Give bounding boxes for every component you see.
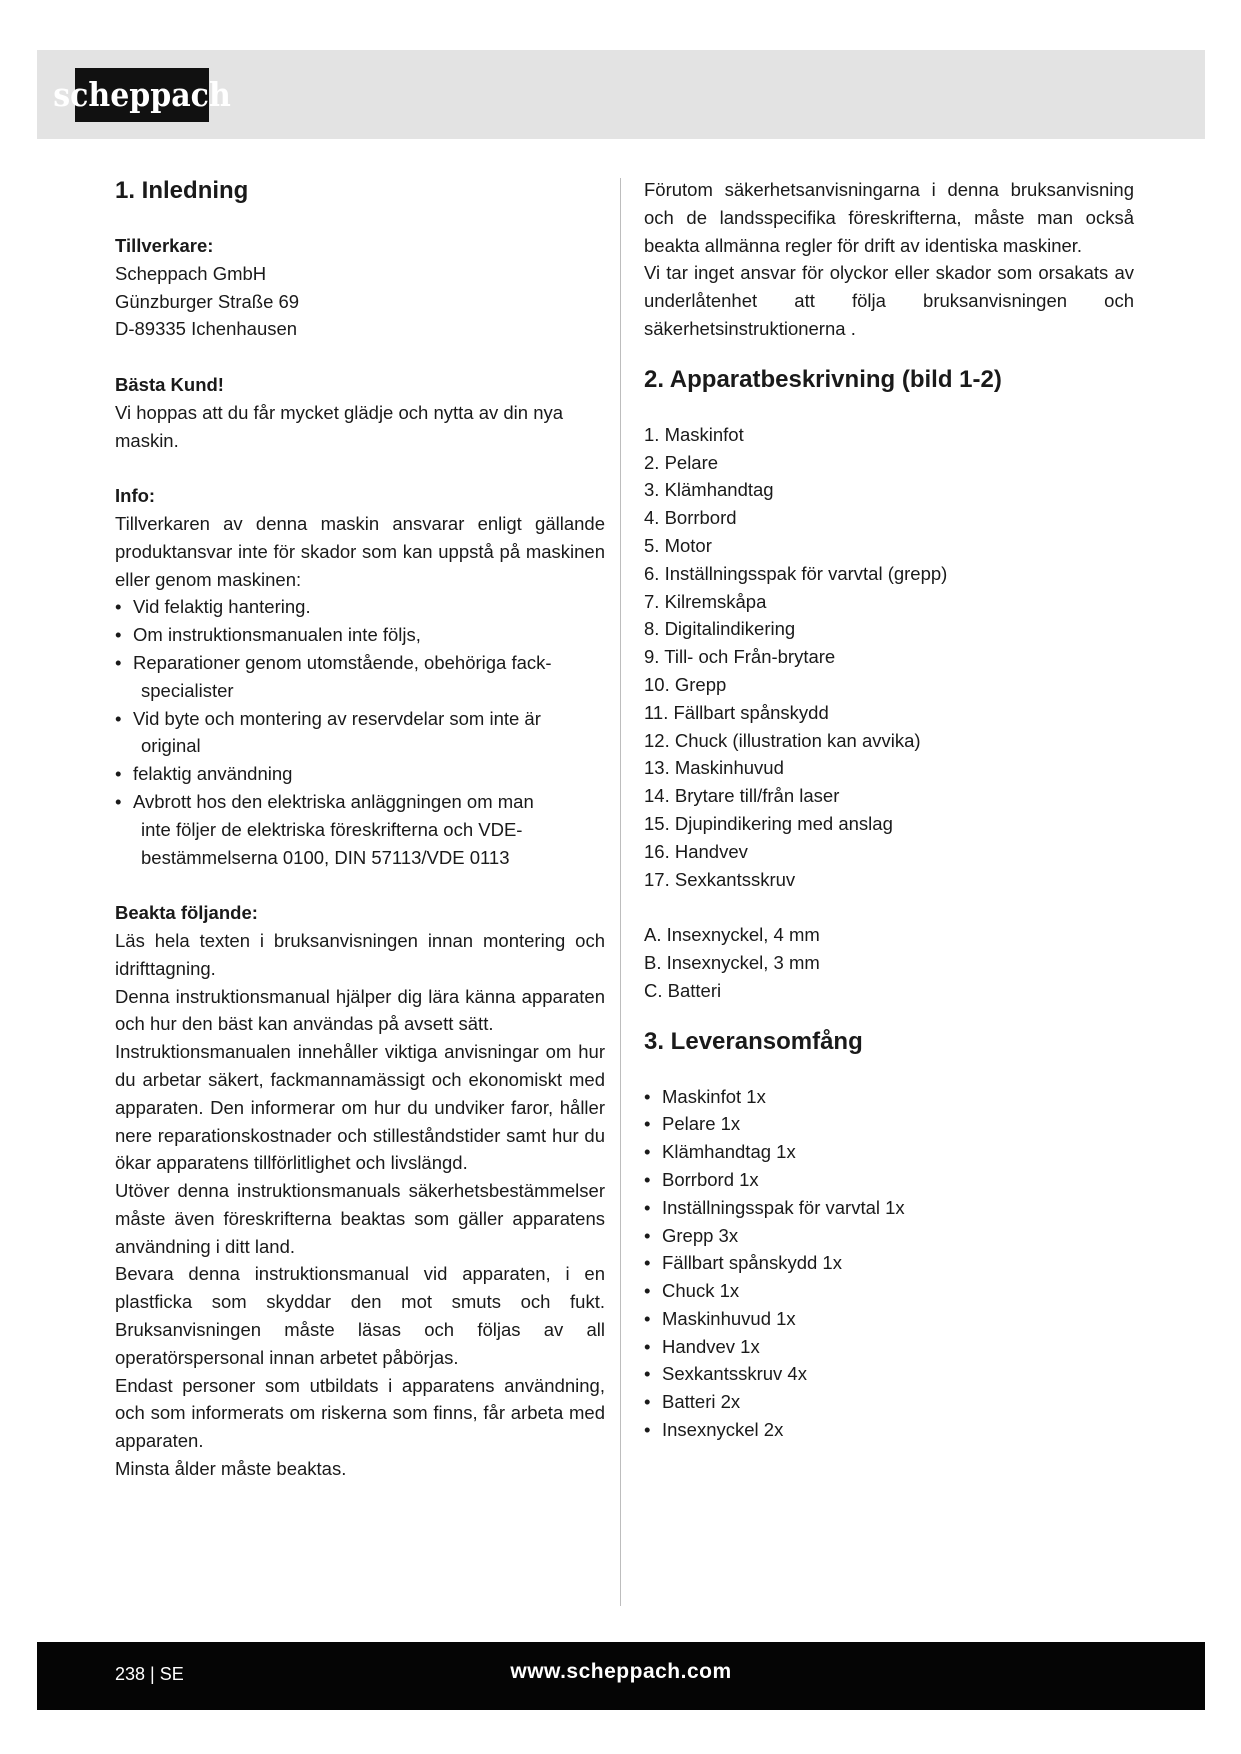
note-paragraph: Läs hela texten i bruksanvisningen innan montering och idrifttagning. [115,929,605,979]
intro-paragraph: Förutom säkerhetsanvisningarna i denna bruksanvisning och de landsspecifika föreskrifterna, måste man också beakta allmänna regler för drift av identiska maskiner. [644,179,1134,256]
list-item: 12. Chuck (illustration kan avvika) [644,729,921,751]
intro-paragraph: Vi tar inget ansvar för olyckor eller skador som orsakats av underlåtenhet att följa bruksanvisningen och säkerhetsinstruktionerna . [644,262,1134,339]
manufacturer-line: D-89335 Ichenhausen [115,318,298,340]
section-heading-introduction: 1. Inledning [115,177,249,204]
list-item: 9. Till- och Från-brytare [644,646,836,668]
note-paragraph: Utöver denna instruktionsmanuals säkerhetsbestämmelser måste även föreskrifterna beaktas som gäller apparatens användning i ditt land. [115,1180,605,1257]
note-paragraph: Bevara denna instruktionsmanual vid apparaten, i en plastficka som skyddar den mot smuts och fukt. Bruksanvisningen måste läsas och följas av all operatörspersonal innan arbetet påbörjas. [115,1263,605,1368]
note-paragraph: Denna instruktionsmanual hjälper dig lära känna apparaten och hur den bäst kan användas på avsett sätt. [115,985,605,1035]
list-item: • Vid byte och montering av reservdelar som inte är original [115,705,605,761]
list-item: • Borrbord 1x [644,1166,1134,1194]
list-item: • Sexkantsskruv 4x [644,1360,1134,1388]
info-label: Info: [115,485,156,507]
list-item: 15. Djupindikering med anslag [644,812,893,834]
list-item: 14. Brytare till/från laser [644,785,840,807]
left-column [115,176,605,1483]
page-number: 238 | SE [115,1664,184,1684]
note-paragraph: Minsta ålder måste beaktas. [115,1458,347,1480]
website-link[interactable]: www.scheppach.com [510,1660,732,1683]
list-item: 7. Kilremskåpa [644,590,767,612]
manufacturer-label: Tillverkare: [115,235,214,256]
right-column [644,176,1134,1444]
list-item: 2. Pelare [644,451,719,473]
brand-logo: scheppach [75,68,209,122]
list-item: 3. Klämhandtag [644,479,774,501]
manufacturer-line: Günzburger Straße 69 [115,290,300,312]
list-item: 10. Grepp [644,673,727,695]
delivery-list [644,1083,1134,1444]
list-item: • Insexnyckel 2x [644,1416,1134,1444]
list-item: 5. Motor [644,534,712,556]
list-item: • Vid felaktig hantering. [115,593,605,621]
list-item: • Reparationer genom utomstående, obehöriga fack- specialister [115,649,605,705]
list-item: • Grepp 3x [644,1222,1134,1250]
list-item: 1. Maskinfot [644,423,744,445]
list-item: • Om instruktionsmanualen inte följs, [115,621,605,649]
note-paragraph: Endast personer som utbildats i apparatens användning, och som informerats om riskerna som finns, får arbeta med apparaten. [115,1374,605,1452]
column-divider [620,178,621,1606]
list-item: 11. Fällbart spånskydd [644,701,829,723]
list-item: 16. Handvev [644,840,748,862]
accessory-item: A. Insexnyckel, 4 mm [644,924,820,946]
note-paragraph: Instruktionsmanualen innehåller viktiga anvisningar om hur du arbetar säkert, fackmannamässigt och ekonomiskt med apparaten. Den informerar om hur du undviker faror, håller nere reparationskostnader och stilleståndstider samt hur du ökar apparatens tillförlitlighet och livslängd. [115,1041,605,1174]
greeting-label: Bästa Kund! [115,373,224,395]
list-item: • Fällbart spånskydd 1x [644,1249,1134,1277]
list-item: • Batteri 2x [644,1388,1134,1416]
liability-list [115,593,605,871]
list-item: 6. Inställningsspak för varvtal (grepp) [644,562,948,584]
list-item: 13. Maskinhuvud [644,757,784,779]
parts-list [644,421,1134,894]
list-item: • Maskinfot 1x [644,1083,1134,1111]
list-item: • Handvev 1x [644,1333,1134,1361]
list-item: 8. Digitalindikering [644,618,796,640]
accessory-item: B. Insexnyckel, 3 mm [644,951,820,973]
list-item: • Maskinhuvud 1x [644,1305,1134,1333]
section-heading-delivery: 3. Leveransomfång [644,1027,863,1055]
list-item: • felaktig användning [115,760,605,788]
list-item: 17. Sexkantsskruv [644,868,796,890]
list-item: • Pelare 1x [644,1110,1134,1138]
manufacturer-line: Scheppach GmbH [115,262,267,284]
section-heading-description: 2. Apparatbeskrivning (bild 1-2) [644,365,1002,393]
greeting-text: Vi hoppas att du får mycket glädje och nytta av din nya maskin. [115,401,564,451]
note-label: Beakta följande: [115,902,258,924]
info-text: Tillverkaren av denna maskin ansvarar enligt gällande produktansvar inte för skador som kan uppstå på maskinen eller genom maskinen: [115,512,605,590]
footer-bar [37,1642,1205,1710]
list-item: 4. Borrbord [644,507,737,529]
list-item: • Klämhandtag 1x [644,1138,1134,1166]
list-item: • Inställningsspak för varvtal 1x [644,1194,1134,1222]
accessory-item: C. Batteri [644,979,722,1001]
list-item: • Avbrott hos den elektriska anläggningen om man inte följer de elektriska föreskrifterna och VDE-bestämmelserna 0100, DIN 57113/VDE 0113 [115,788,605,871]
list-item: • Chuck 1x [644,1277,1134,1305]
